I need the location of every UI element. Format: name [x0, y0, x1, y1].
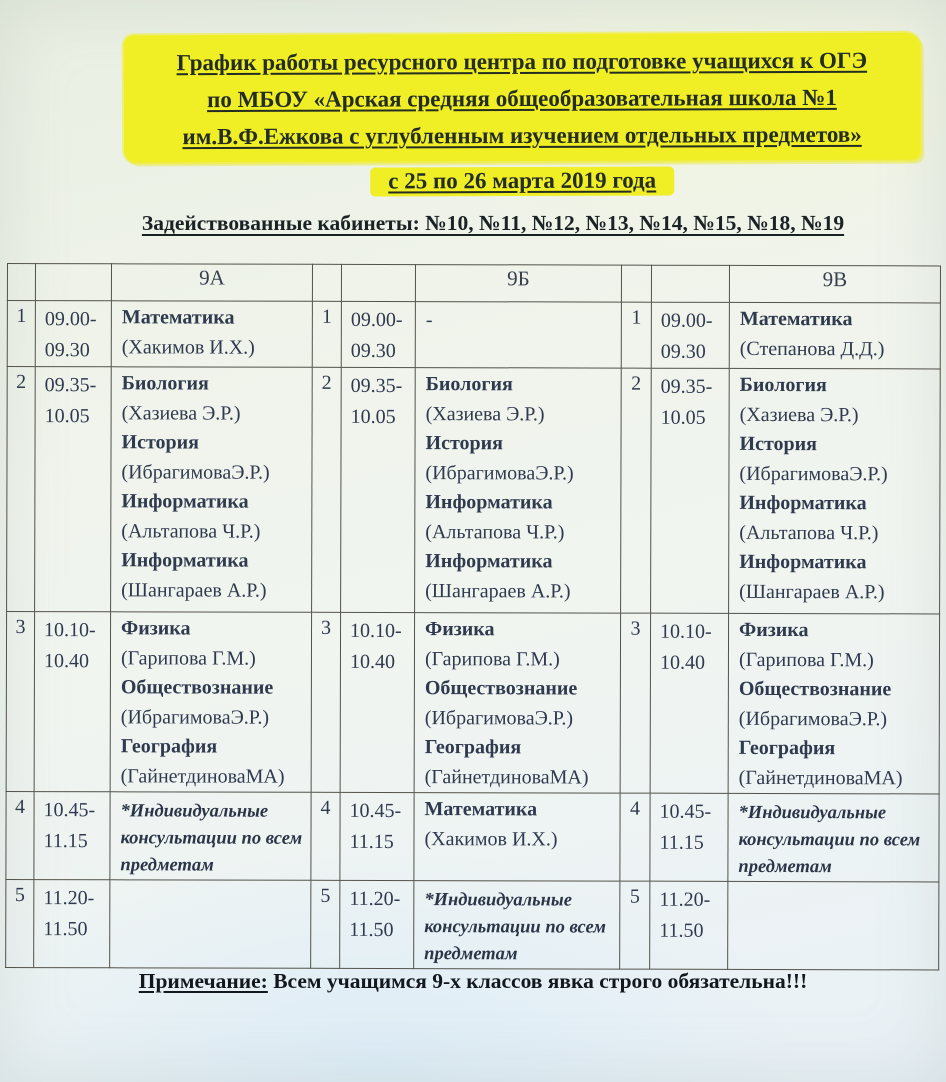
- teacher-name: (Хакимов И.Х.): [424, 827, 558, 850]
- cell-r4-9b-time: 10.45- 11.15: [340, 792, 414, 880]
- cell-r3-9a-num: 3: [6, 612, 34, 792]
- cell-r4-9b-num: 4: [311, 792, 340, 880]
- subject-name: География: [424, 736, 522, 759]
- teacher-name: (Альтапова Ч.Р.): [739, 521, 879, 544]
- cell-r2-9a-time: 09.35- 10.05: [35, 367, 112, 612]
- teacher-name: (ИбрагимоваЭ.Р.): [739, 462, 888, 485]
- title-line-3: им.В.Ф.Ежкова с углубленным изучением отдельных предметов»: [182, 121, 862, 150]
- subject-name: Физика: [121, 617, 191, 640]
- cell-r1-9a-num: 1: [7, 301, 35, 367]
- cell-r5-9v-time: 11.20- 11.50: [650, 881, 728, 969]
- cell-r1-9v-subjects: [729, 302, 940, 369]
- subject-name: Физика: [425, 618, 495, 641]
- cell-r2-9b-num: 2: [312, 367, 342, 612]
- header-empty: [341, 264, 415, 301]
- table-row-4: [6, 791, 939, 881]
- cell-r1-9a-subjects: [111, 301, 312, 368]
- cell-r5-9v-num: 5: [620, 881, 650, 969]
- subject-name: Математика: [739, 307, 853, 331]
- schedule-table: [5, 263, 941, 970]
- note-text: Всем учащимся 9-х классов явка строго обязательна!!!: [267, 969, 808, 993]
- subject-name: Информатика: [425, 550, 553, 573]
- cell-r5-9b-num: 5: [311, 880, 340, 968]
- subject-name: Биология: [739, 373, 827, 397]
- subject-name: География: [738, 736, 836, 760]
- teacher-name: (Гарипова Г.М.): [738, 648, 874, 671]
- cell-r5-9v-subjects-empty: [728, 881, 939, 970]
- cell-r1-9b-subjects: -: [415, 302, 621, 369]
- header-empty: [35, 264, 111, 301]
- subject-name: Физика: [739, 618, 809, 642]
- cell-r4-9a-num: 4: [6, 791, 34, 879]
- subject-name: История: [739, 432, 818, 456]
- cell-r2-9v-num: 2: [621, 368, 652, 613]
- individual-consultations-note: *Индивидуальные консультации по всем предметам: [738, 802, 921, 878]
- cell-r4-9b-subjects: [414, 793, 620, 882]
- title-line-2: по МБОУ «Арская средняя общеобразовательная школа №1: [207, 84, 837, 113]
- subject-name: Математика: [121, 306, 235, 329]
- cell-r2-9a-subjects: [111, 367, 313, 613]
- cell-r4-9a-time: 10.45- 11.15: [34, 792, 110, 880]
- teacher-name: (Шангараев А.Р.): [425, 579, 571, 602]
- cell-r2-9v-time: 09.35- 10.05: [651, 368, 730, 613]
- cell-r5-9a-time: 11.20- 11.50: [34, 880, 110, 968]
- table-row-5: [6, 879, 939, 969]
- subject-name: Информатика: [425, 491, 553, 514]
- subject-name: Математика: [424, 798, 538, 821]
- cell-r4-9a-subjects: [110, 792, 311, 881]
- teacher-name: (Гарипова Г.М.): [120, 646, 256, 670]
- table-row-3: [6, 612, 939, 794]
- cell-r3-9v-num: 3: [620, 613, 650, 793]
- title-highlight-block: [124, 33, 920, 163]
- teacher-name: (Альтапова Ч.Р.): [425, 520, 565, 543]
- teacher-name: (Хазиева Э.Р.): [739, 403, 859, 426]
- title-line-4: [124, 163, 920, 200]
- title-line-1: График работы ресурсного центра по подготовке учащихся к ОГЭ: [176, 47, 868, 76]
- cell-r3-9b-time: 10.10- 10.40: [340, 612, 414, 792]
- subject-name: Обществознание: [738, 677, 892, 701]
- header-empty: [651, 265, 729, 302]
- table-row-1: [7, 301, 940, 369]
- note-label: Примечание:: [138, 969, 268, 993]
- teacher-name: (Шангараев А.Р.): [121, 578, 267, 602]
- teacher-name: (Хазиева Э.Р.): [121, 401, 241, 425]
- cell-r5-9b-subjects: [414, 881, 620, 970]
- class-header-9a: 9А: [111, 264, 312, 302]
- teacher-name: (ИбрагимоваЭ.Р.): [424, 706, 574, 729]
- teacher-name: (ИбрагимоваЭ.Р.): [738, 707, 888, 730]
- class-header-9v: 9В: [729, 265, 940, 303]
- cell-r3-9a-time: 10.10- 10.40: [34, 612, 110, 792]
- teacher-name: (ГайнетдиноваМА): [738, 766, 903, 789]
- subject-name: Информатика: [121, 490, 249, 513]
- teacher-name: (ИбрагимоваЭ.Р.): [425, 461, 574, 484]
- subject-name: Информатика: [739, 550, 867, 574]
- document-title: [124, 33, 921, 200]
- subject-name: История: [425, 432, 504, 455]
- cell-r2-9b-subjects: [415, 368, 622, 614]
- cell-r5-9a-num: 5: [6, 879, 34, 967]
- subject-name: Биология: [425, 373, 513, 396]
- cell-r1-9v-num: 1: [621, 302, 651, 368]
- header-empty: [7, 264, 35, 301]
- teacher-name: (ГайнетдиноваМА): [424, 765, 589, 789]
- individual-consultations-note: *Индивидуальные консультации по всем предметам: [120, 801, 303, 876]
- cell-r4-9v-num: 4: [620, 793, 650, 881]
- teacher-name: (Гарипова Г.М.): [424, 647, 560, 670]
- teacher-name: (Степанова Д.Д.): [739, 337, 885, 360]
- header-empty: [312, 264, 341, 301]
- cell-r5-9b-time: 11.20- 11.50: [340, 880, 414, 968]
- teacher-name: (Хазиева Э.Р.): [425, 402, 545, 425]
- attendance-note: [0, 969, 946, 994]
- cell-r2-9a-num: 2: [7, 367, 36, 612]
- table-row-2: [7, 367, 941, 614]
- cell-r3-9v-time: 10.10- 10.40: [650, 613, 728, 793]
- cell-r3-9b-subjects: [414, 613, 620, 794]
- cabinets-subtitle: Задействованные кабинеты: №10, №11, №12, №13, №14, №15, №18, №19: [141, 211, 845, 235]
- teacher-name: (ИбрагимоваЭ.Р.): [121, 460, 270, 484]
- subject-name: Обществознание: [120, 676, 274, 699]
- cell-r1-9b-num: 1: [312, 301, 341, 367]
- teacher-name: (Хакимов И.Х.): [121, 335, 255, 359]
- cell-r3-9a-subjects: [110, 612, 311, 793]
- subject-name: Информатика: [121, 549, 249, 572]
- cell-r3-9b-num: 3: [311, 612, 340, 792]
- subject-name: География: [120, 735, 218, 758]
- individual-consultations-note: *Индивидуальные консультации по всем предметам: [424, 890, 606, 965]
- header-row: [7, 264, 940, 303]
- title-dates: с 25 по 26 марта 2019 года: [370, 166, 674, 196]
- cell-r4-9v-time: 10.45- 11.15: [650, 793, 728, 881]
- cell-r3-9v-subjects: [728, 613, 939, 794]
- cell-r5-9a-subjects-empty: [110, 880, 311, 969]
- cell-r2-9b-time: 09.35- 10.05: [341, 367, 416, 612]
- cell-r4-9v-subjects: [728, 793, 939, 882]
- teacher-name: (Альтапова Ч.Р.): [121, 519, 261, 543]
- cell-r1-9b-time: 09.00- 09.30: [341, 301, 415, 367]
- subject-name: Информатика: [739, 491, 867, 515]
- header-empty: [621, 265, 651, 302]
- teacher-name: (ИбрагимоваЭ.Р.): [120, 705, 270, 729]
- subject-name: История: [121, 431, 200, 454]
- teacher-name: (Шангараев А.Р.): [739, 580, 885, 603]
- subject-name: Обществознание: [424, 677, 578, 700]
- cell-r2-9v-subjects: [729, 368, 941, 614]
- cell-r1-9a-time: 09.00- 09.30: [35, 301, 111, 367]
- teacher-name: (ГайнетдиноваМА): [120, 764, 285, 788]
- subject-name: Биология: [121, 372, 209, 395]
- cell-r1-9v-time: 09.00- 09.30: [651, 302, 729, 368]
- class-header-9b: 9Б: [415, 265, 621, 303]
